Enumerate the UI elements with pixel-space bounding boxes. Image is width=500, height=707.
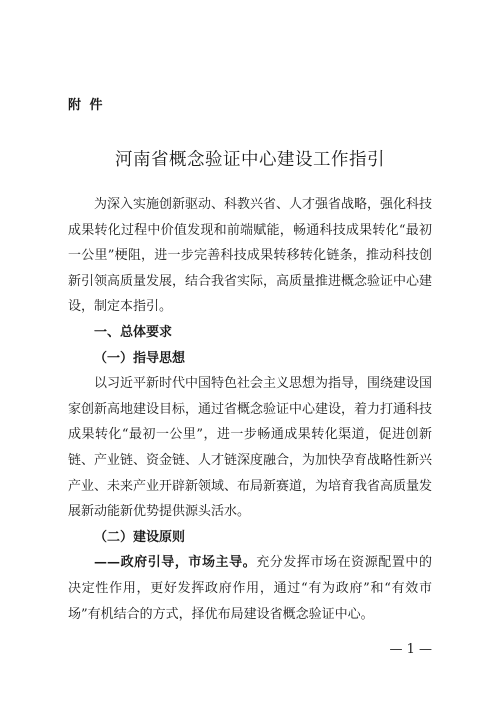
document-title: 河南省概念验证中心建设工作指引: [115, 150, 385, 170]
intro-paragraph: 为深入实施创新驱动、科教兴省、人才强省战略，强化科技成果转化过程中价值发现和前端赋能，畅通科技成果转化“最初一公里”梗阻，进一步完善科技成果转移转化链条，推动科技创新引领高质量发展，结合我省实际，高质量推进概念验证中心建设，制定本指引。: [68, 197, 433, 315]
principle-paragraph: [68, 550, 432, 627]
page-number: — 1 —: [389, 642, 432, 657]
guiding-ideology-paragraph: 以习近平新时代中国特色社会主义思想为指导，围绕建设国家创新高地建设目标，通过省概念验证中心建设，着力打通科技成果转化“最初一公里”，进一步畅通成果转化渠道，促进创新链、产业链、资金链、人才链深度融合，为加快孕育战略性新兴产业、未来产业开辟新领域、布局新赛道，为培育我省高质量发展新动能新优势提供源头活水。: [68, 376, 433, 520]
attachment-label: 附 件: [68, 98, 105, 113]
principle-lead: ——政府引导，市场主导。: [94, 555, 257, 571]
subsection-heading-construction-principles: （二）建设原则: [94, 529, 186, 545]
subsection-heading-guiding-ideology: （一）指导思想: [94, 350, 186, 366]
principle-text: 充分发挥市场在资源配置中的决定性作用，更好发挥政府作用，通过“有为政府”和“有效市场”有机结合的方式，择优布局建设省概念验证中心。: [68, 555, 432, 622]
document-body: [68, 192, 432, 627]
section-heading-general-requirements: 一、总体要求: [94, 324, 173, 340]
